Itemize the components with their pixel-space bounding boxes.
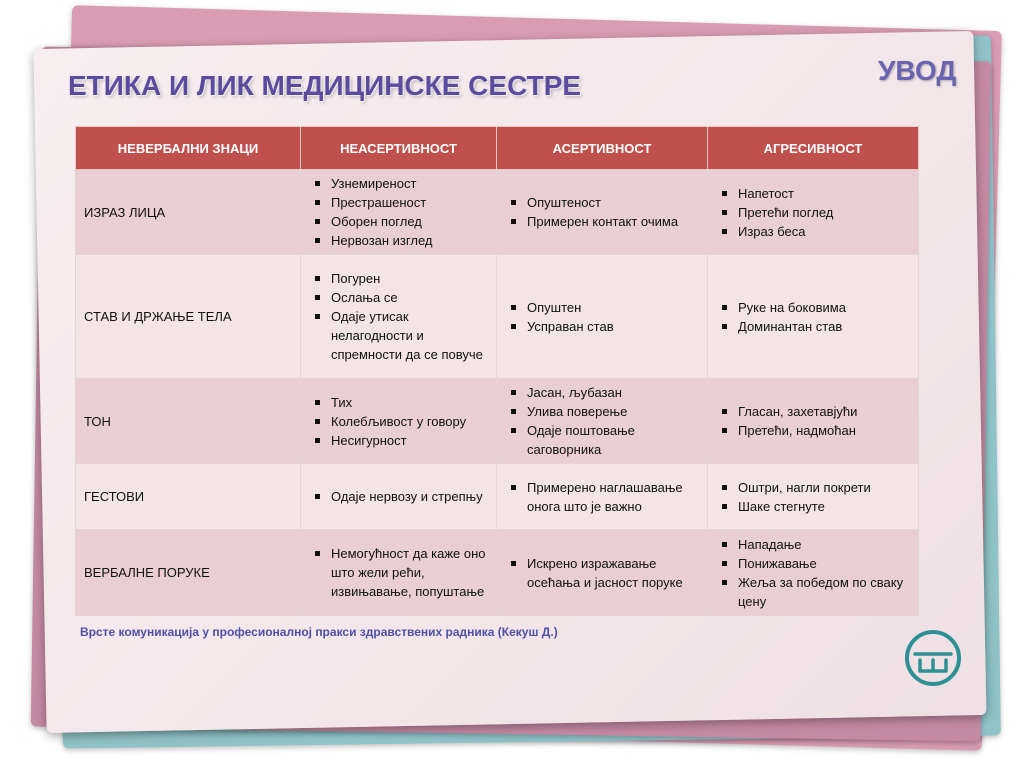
header-aggressiveness: АГРЕСИВНОСТ	[708, 127, 919, 170]
list-item: Ослања се	[331, 288, 488, 307]
sh-letter-circle-logo-icon	[903, 628, 963, 688]
list-item: Одаје нервозу и стрепњу	[331, 487, 488, 506]
list-item: Опуштен	[527, 298, 699, 317]
header-nonverbal-signs: НЕВЕРБАЛНИ ЗНАЦИ	[76, 127, 301, 170]
list-item: Жеља за победом по сваку цену	[738, 573, 910, 611]
list-item: Престрашеност	[331, 193, 488, 212]
list-item: Искрено изражавање осећања и јасност поруке	[527, 554, 699, 592]
bullet-list	[505, 298, 699, 336]
table-row	[76, 530, 919, 616]
bullet-list	[309, 544, 488, 601]
nonassertive-cell	[301, 379, 497, 464]
assertive-cell	[497, 530, 708, 616]
list-item: Претећи, надмоћан	[738, 421, 910, 440]
list-item: Примерено наглашавање онога што је важно	[527, 478, 699, 516]
list-item: Претећи поглед	[738, 203, 910, 222]
aggressive-cell	[708, 170, 919, 255]
list-item: Одаје утисак нелагодности и спремности да се повуче	[331, 307, 488, 364]
aggressive-cell	[708, 464, 919, 530]
assertive-cell	[497, 170, 708, 255]
bullet-list	[505, 193, 699, 231]
table-row	[76, 170, 919, 255]
bullet-list	[716, 298, 910, 336]
bullet-list	[505, 554, 699, 592]
comparison-table	[75, 126, 919, 616]
nonassertive-cell	[301, 464, 497, 530]
table-row	[76, 379, 919, 464]
table-row	[76, 464, 919, 530]
list-item: Нервозан изглед	[331, 231, 488, 250]
bullet-list	[716, 184, 910, 241]
bullet-list	[716, 478, 910, 516]
list-item: Улива поверење	[527, 402, 699, 421]
list-item: Примерен контакт очима	[527, 212, 699, 231]
table-body	[76, 170, 919, 616]
list-item: Тих	[331, 393, 488, 412]
assertive-cell	[497, 379, 708, 464]
list-item: Немогућност да каже оно што жели рећи, извињавање, попуштање	[331, 544, 488, 601]
header-nonassertiveness: НЕАСЕРТИВНОСТ	[301, 127, 497, 170]
list-item: Гласан, захетавјући	[738, 402, 910, 421]
list-item: Одаје поштовање саговорника	[527, 421, 699, 459]
list-item: Нападање	[738, 535, 910, 554]
bullet-list	[716, 402, 910, 440]
list-item: Усправан став	[527, 317, 699, 336]
bullet-list	[309, 487, 488, 506]
row-label: ИЗРАЗ ЛИЦА	[76, 170, 301, 255]
list-item: Оштри, нагли покрети	[738, 478, 910, 497]
assertive-cell	[497, 255, 708, 379]
table-header-row	[76, 127, 919, 170]
nonassertive-cell	[301, 530, 497, 616]
aggressive-cell	[708, 255, 919, 379]
bullet-list	[505, 478, 699, 516]
list-item: Јасан, љубазан	[527, 383, 699, 402]
nonassertive-cell	[301, 255, 497, 379]
header-assertiveness: АСЕРТИВНОСТ	[497, 127, 708, 170]
table-row	[76, 255, 919, 379]
list-item: Израз беса	[738, 222, 910, 241]
row-label: СТАВ И ДРЖАЊЕ ТЕЛА	[76, 255, 301, 379]
aggressive-cell	[708, 379, 919, 464]
list-item: Шаке стегнуте	[738, 497, 910, 516]
list-item: Доминантан став	[738, 317, 910, 336]
list-item: Узнемиреност	[331, 174, 488, 193]
bullet-list	[309, 393, 488, 450]
row-label: ВЕРБАЛНЕ ПОРУКЕ	[76, 530, 301, 616]
aggressive-cell	[708, 530, 919, 616]
bullet-list	[505, 383, 699, 459]
bullet-list	[309, 269, 488, 364]
list-item: Опуштеност	[527, 193, 699, 212]
nonassertive-cell	[301, 170, 497, 255]
list-item: Напетост	[738, 184, 910, 203]
bullet-list	[309, 174, 488, 250]
list-item: Погурен	[331, 269, 488, 288]
bullet-list	[716, 535, 910, 611]
slide-title: ЕТИКА И ЛИК МЕДИЦИНСКЕ СЕСТРЕ	[68, 70, 582, 101]
list-item: Колебљивост у говору	[331, 412, 488, 431]
list-item: Оборен поглед	[331, 212, 488, 231]
row-label: ТОН	[76, 379, 301, 464]
assertive-cell	[497, 464, 708, 530]
row-label: ГЕСТОВИ	[76, 464, 301, 530]
section-label: УВОД	[878, 55, 957, 86]
list-item: Руке на боковима	[738, 298, 910, 317]
list-item: Несигурност	[331, 431, 488, 450]
source-caption: Врсте комуникација у професионалној пракси здравствених радника (Кекуш Д.)	[80, 625, 558, 639]
list-item: Понижавање	[738, 554, 910, 573]
